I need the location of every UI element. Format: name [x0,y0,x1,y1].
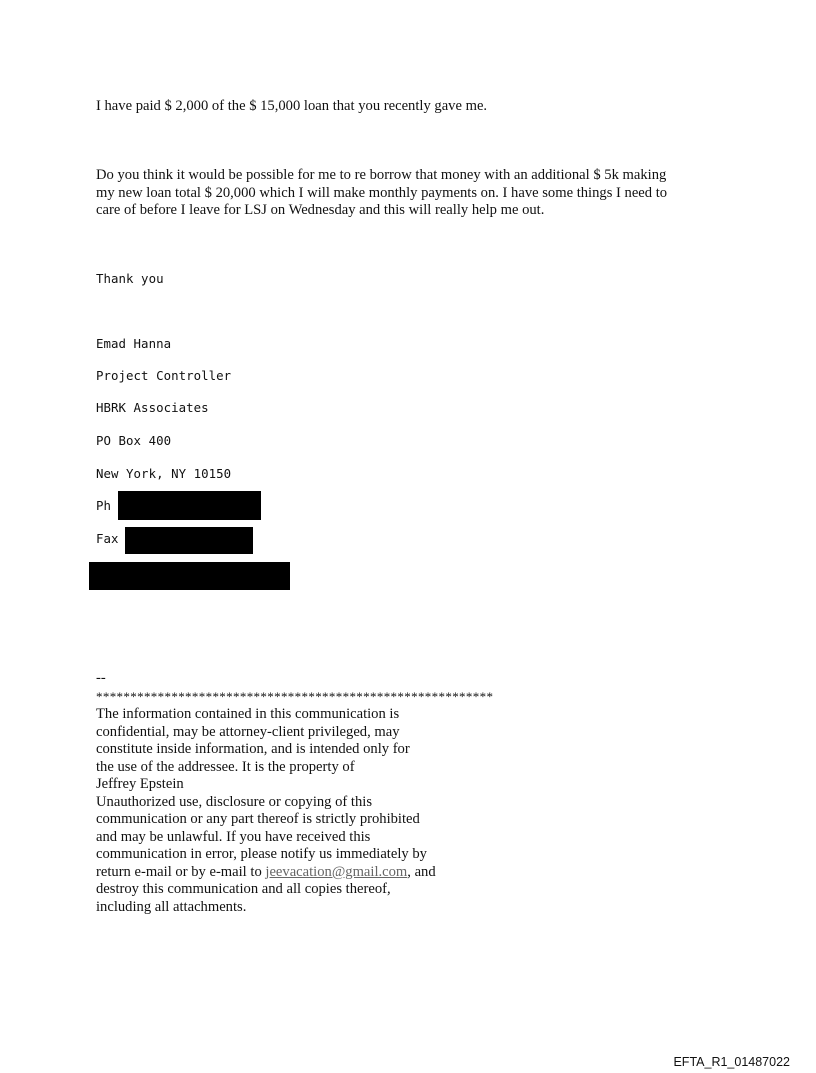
disclaimer-line: communication in error, please notify us immediately by [96,846,427,862]
email-link[interactable]: jeevacation@gmail.com [265,863,408,880]
fax-label: Fax [96,531,119,546]
disclaimer-line: Jeffrey Epstein [96,776,184,792]
contact-redaction [89,562,290,590]
disclaimer-line: Unauthorized use, disclosure or copying of this [96,793,373,810]
disclaimer-line: constitute inside information, and is intended only for [96,741,410,757]
disclaimer-line: the use of the addressee. It is the property of [96,758,355,775]
disclaimer-line: confidential, may be attorney-client privileged, may [96,723,400,740]
request-paragraph [96,167,667,220]
signature-separator: -- [96,670,106,686]
disclaimer-line: destroy this communication and all copies thereof, [96,881,391,897]
signature-title: Project Controller [96,368,232,383]
disclaimer-line: including all attachments. [96,898,247,915]
opening-paragraph: I have paid $ 2,000 of the $ 15,000 loan that you recently gave me. [96,98,488,114]
request-line: my new loan total $ 20,000 which I will make monthly payments on. I have some things I need to [96,184,668,201]
email-line-prefix: return e-mail or by e-mail to [96,863,266,880]
disclaimer-line: and may be unlawful. If you have received this [96,828,371,845]
asterisk-divider: ********************************************************** [96,689,494,704]
request-line: Do you think it would be possible for me to re borrow that money with an additional $ 5k making [96,167,667,183]
confidentiality-disclaimer [96,706,436,916]
disclaimer-line: communication or any part thereof is strictly prohibited [96,811,420,827]
disclaimer-line: The information contained in this communication is [96,706,400,722]
email-line-suffix: , and [407,863,436,880]
signature-address-line1: PO Box 400 [96,433,172,448]
signature-company: HBRK Associates [96,400,209,415]
phone-label: Ph [96,498,112,513]
phone-redaction [118,491,261,520]
request-line: care of before I leave for LSJ on Wednesday and this will really help me out. [96,202,545,218]
signature-name: Emad Hanna [96,336,172,351]
signature-address-line2: New York, NY 10150 [96,466,232,481]
document-id: EFTA_R1_01487022 [673,1055,790,1069]
closing-text: Thank you [96,271,164,286]
fax-redaction [125,527,253,554]
disclaimer-email-line [96,864,436,882]
